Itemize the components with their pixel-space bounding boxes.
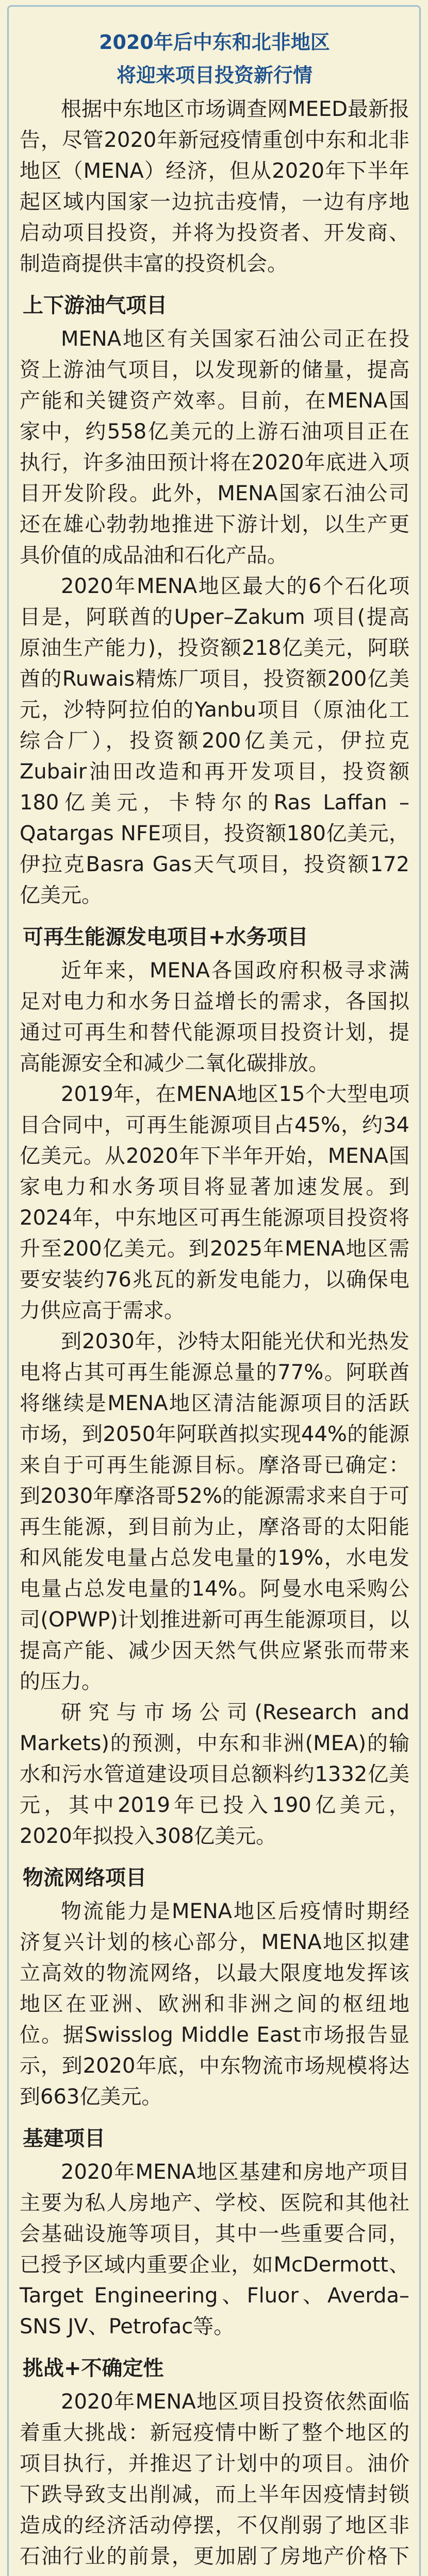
article (20, 26, 409, 2576)
renewables-paragraph-1: 近年来，MENA各国政府积极寻求满足对电力和水务日益增长的需求，各国拟通过可再生和替代能源项目投资计划，提高能源安全和减少二氧化碳排放。 (20, 959, 409, 1075)
article-title-line1: 2020年后中东和北非地区 (99, 31, 330, 54)
section-heading-oil-gas: 上下游油气项目 (23, 294, 167, 317)
section-heading-challenges: 挑战+不确定性 (23, 2357, 164, 2380)
challenges-paragraph-1: 2020年MENA地区项目投资依然面临着重大挑战：新冠疫情中断了整个地区的项目执行，并推迟了计划中的项目。油价下跌导致支出削减，而上半年因疫情封锁造成的经济活动停摆，不仅削弱了地区非石油行业的前景，更加剧了房地产价格下 (20, 2390, 409, 2568)
renewables-paragraph-3: 到2030年，沙特太阳能光伏和光热发电将占其可再生能源总量的77%。阿联酋将继续是MENA地区清洁能源项目的活跃市场，到2050年阿联酋拟实现44%的能源来自于可再生能源目标。摩洛哥已确定：到2030年摩洛哥52%的能源需求来自于可再生能源，到目前为止，摩洛哥的太阳能和风能发电量占总发电量的19%，水电发电量占总发电量的14%。阿曼水电采购公司(OPWP)计划推进新可再生能源项目，以提高产能、减少因天然气供应紧张而带来的压力。 (20, 1330, 409, 1693)
section-heading-renewables-water: 可再生能源发电项目+水务项目 (23, 925, 308, 949)
infrastructure-paragraph: 2020年MENA地区基建和房地产项目主要为私人房地产、学校、医院和其他社会基础设施等项目，其中一些重要合同，已授予区域内重要企业，如McDermott、Target Engineering、Fluor、Averda–SNS JV、Petrofac等。 (20, 2160, 409, 2338)
renewables-paragraph-2: 2019年，在MENA地区15个大型电项目合同中，可再生能源项目占45%，约34亿美元。从2020年下半年开始，MENA国家电力和水务项目将显著加速发展。到2024年，中东地区可再生能源项目投资将升至200亿美元。到2025年MENA地区需要安装约76兆瓦的新发电能力，以确保电力供应高于需求。 (20, 1082, 409, 1323)
section-heading-logistics: 物流网络项目 (23, 1866, 146, 1890)
logistics-paragraph: 物流能力是MENA地区后疫情时期经济复兴计划的核心部分，MENA地区拟建立高效的物流网络，以最大限度地发挥该地区在亚洲、欧洲和非洲之间的枢纽地位。据Swisslog Middle East市场报告显示，到2020年底，中东物流市场规模将达到663亿美元。 (20, 1900, 409, 2109)
article-title-line2: 将迎来项目投资新行情 (116, 64, 312, 87)
section-heading-infrastructure: 基建项目 (23, 2127, 105, 2150)
renewables-paragraph-4: 研究与市场公司(Research and Markets)的预测，中东和非洲(MEA)的输水和污水管道建设项目总额料约1332亿美元，其中2019年已投入190亿美元，2020年拟投入308亿美元。 (20, 1701, 409, 1848)
intro-paragraph: 根据中东地区市场调查网MEED最新报告，尽管2020年新冠疫情重创中东和北非地区（MENA）经济，但从2020年下半年起区域内国家一边抗击疫情，一边有序地启动项目投资，并将为投资者、开发商、制造商提供丰富的投资机会。 (20, 97, 409, 276)
oil-gas-paragraph-1: MENA地区有关国家石油公司正在投资上游油气项目，以发现新的储量，提高产能和关键资产效率。目前，在MENA国家中，约558亿美元的上游石油项目正在执行，许多油田预计将在2020年底进入项目开发阶段。此外，MENA国家石油公司还在雄心勃勃地推进下游计划，以生产更具价值的成品油和石化产品。 (20, 327, 409, 567)
oil-gas-paragraph-2: 2020年MENA地区最大的6个石化项目是，阿联酋的Uper–Zakum 项目(提高原油生产能力)，投资额218亿美元，阿联酋的Ruwais精炼厂项目，投资额200亿美元，沙特阿拉伯的Yanbu项目（原油化工综合厂），投资额200亿美元，伊拉克Zubair油田改造和再开发项目，投资额180亿美元，卡特尔的Ras Laffan – Qatargas NFE项目，投资额180亿美元，伊拉克Basra Gas天气项目，投资额172亿美元。 (20, 574, 409, 907)
